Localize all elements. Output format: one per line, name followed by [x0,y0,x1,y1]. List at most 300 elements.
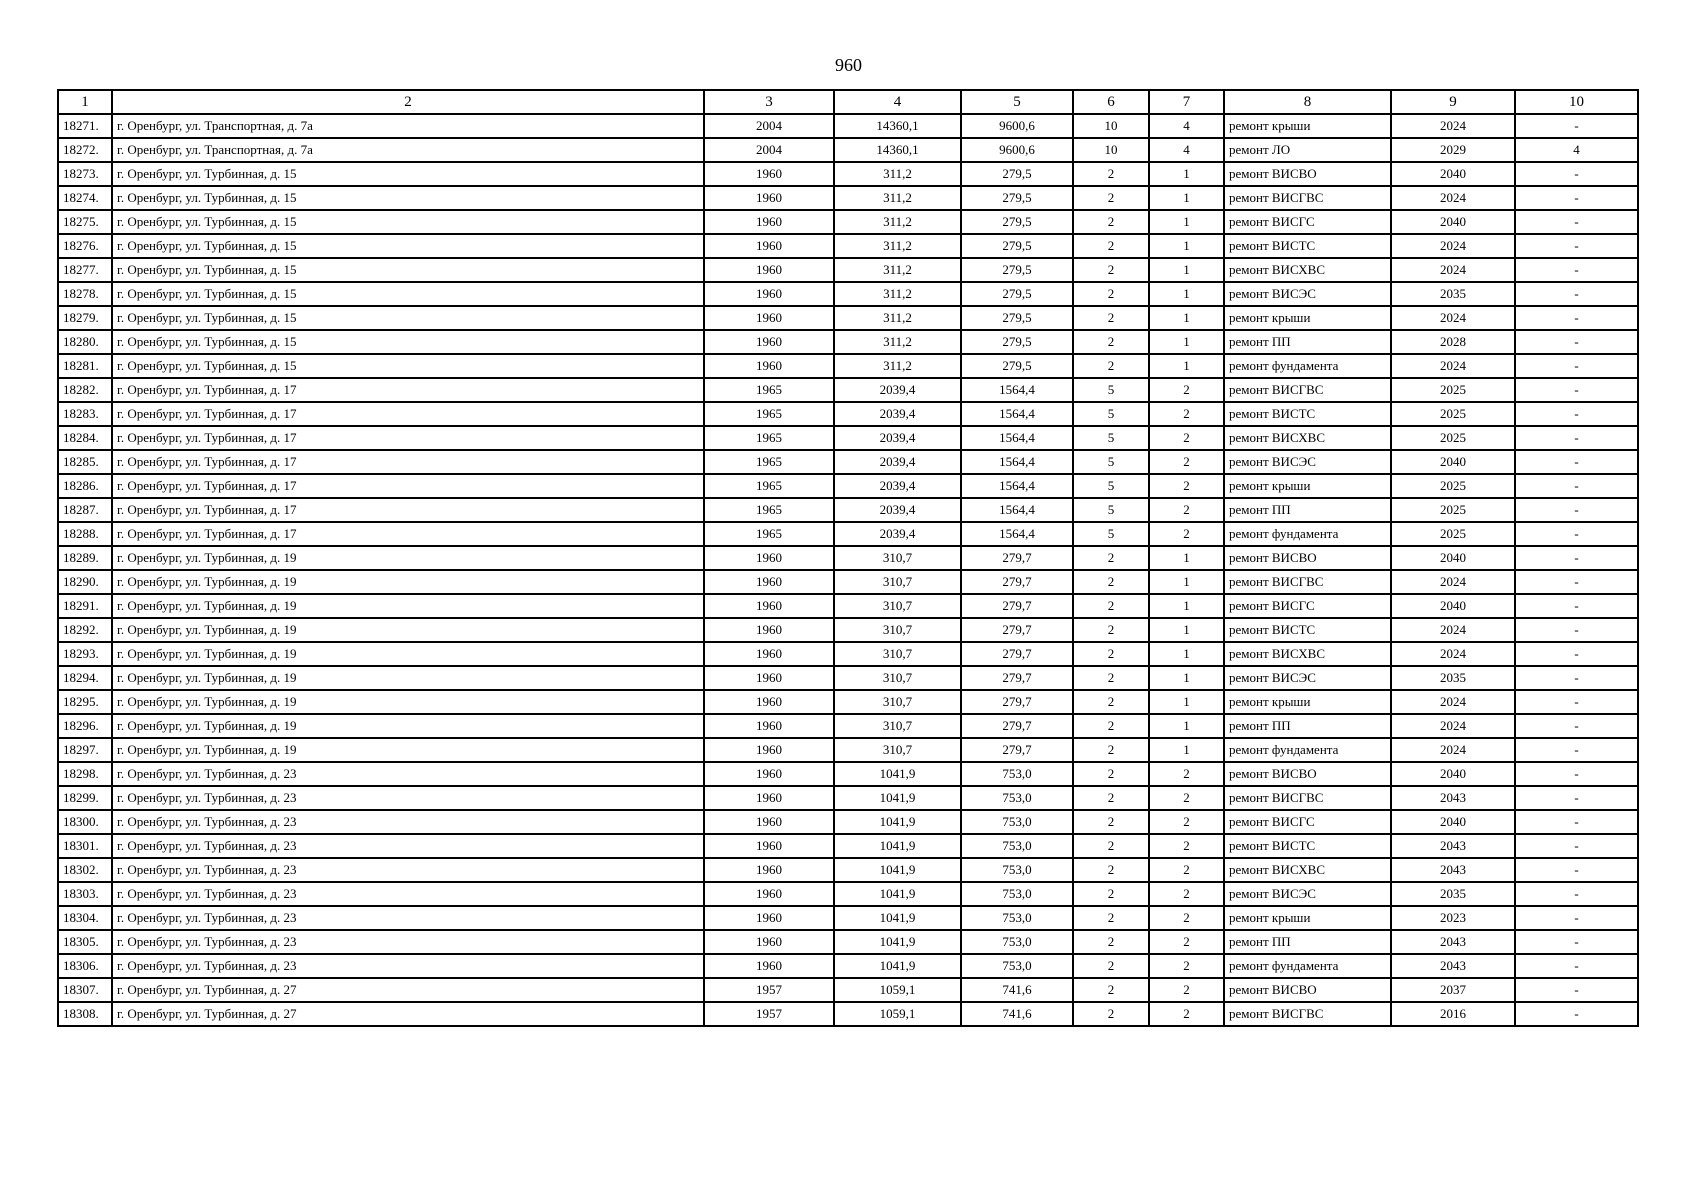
work-type-cell: ремонт ВИСГВС [1224,570,1391,594]
address-cell: г. Оренбург, ул. Турбинная, д. 23 [112,786,704,810]
living-area-cell: 279,5 [961,186,1073,210]
note-cell: - [1515,354,1638,378]
work-type-cell: ремонт ВИСВО [1224,162,1391,186]
row-number-cell: 18277. [58,258,112,282]
floors-cell: 2 [1073,186,1149,210]
table-row [58,570,1638,594]
row-number-cell: 18302. [58,858,112,882]
floors-cell: 2 [1073,954,1149,978]
total-area-cell: 310,7 [834,546,961,570]
entrances-cell: 4 [1149,138,1224,162]
total-area-cell: 14360,1 [834,138,961,162]
entrances-cell: 2 [1149,978,1224,1002]
note-cell: - [1515,282,1638,306]
note-cell: - [1515,330,1638,354]
note-cell: - [1515,882,1638,906]
living-area-cell: 1564,4 [961,378,1073,402]
build-year-cell: 1960 [704,306,834,330]
living-area-cell: 279,7 [961,594,1073,618]
note-cell: - [1515,474,1638,498]
build-year-cell: 1960 [704,882,834,906]
entrances-cell: 4 [1149,114,1224,138]
address-cell: г. Оренбург, ул. Турбинная, д. 15 [112,234,704,258]
work-type-cell: ремонт ВИСТС [1224,834,1391,858]
floors-cell: 2 [1073,906,1149,930]
planned-year-cell: 2043 [1391,786,1515,810]
address-cell: г. Оренбург, ул. Турбинная, д. 19 [112,594,704,618]
table-row [58,138,1638,162]
planned-year-cell: 2040 [1391,546,1515,570]
living-area-cell: 753,0 [961,858,1073,882]
living-area-cell: 279,5 [961,282,1073,306]
row-number-cell: 18292. [58,618,112,642]
entrances-cell: 2 [1149,906,1224,930]
living-area-cell: 279,7 [961,666,1073,690]
planned-year-cell: 2024 [1391,114,1515,138]
total-area-cell: 310,7 [834,738,961,762]
total-area-cell: 1041,9 [834,810,961,834]
planned-year-cell: 2025 [1391,474,1515,498]
address-cell: г. Оренбург, ул. Турбинная, д. 23 [112,810,704,834]
floors-cell: 2 [1073,834,1149,858]
column-header: 9 [1391,90,1515,114]
planned-year-cell: 2040 [1391,762,1515,786]
entrances-cell: 1 [1149,642,1224,666]
work-type-cell: ремонт ВИСТС [1224,402,1391,426]
note-cell: - [1515,834,1638,858]
total-area-cell: 310,7 [834,618,961,642]
total-area-cell: 1041,9 [834,762,961,786]
total-area-cell: 310,7 [834,642,961,666]
planned-year-cell: 2024 [1391,738,1515,762]
address-cell: г. Оренбург, ул. Турбинная, д. 23 [112,762,704,786]
row-number-cell: 18284. [58,426,112,450]
floors-cell: 2 [1073,762,1149,786]
living-area-cell: 753,0 [961,762,1073,786]
table-row [58,738,1638,762]
planned-year-cell: 2040 [1391,810,1515,834]
floors-cell: 5 [1073,378,1149,402]
column-header: 1 [58,90,112,114]
entrances-cell: 1 [1149,354,1224,378]
work-type-cell: ремонт ВИСГВС [1224,186,1391,210]
note-cell: - [1515,930,1638,954]
work-type-cell: ремонт ВИСГС [1224,210,1391,234]
entrances-cell: 1 [1149,282,1224,306]
note-cell: - [1515,906,1638,930]
entrances-cell: 1 [1149,546,1224,570]
living-area-cell: 279,7 [961,690,1073,714]
work-type-cell: ремонт ВИСГС [1224,810,1391,834]
entrances-cell: 2 [1149,954,1224,978]
living-area-cell: 753,0 [961,930,1073,954]
planned-year-cell: 2025 [1391,522,1515,546]
entrances-cell: 1 [1149,306,1224,330]
planned-year-cell: 2035 [1391,882,1515,906]
total-area-cell: 1059,1 [834,1002,961,1026]
floors-cell: 5 [1073,426,1149,450]
total-area-cell: 2039,4 [834,426,961,450]
work-type-cell: ремонт фундамента [1224,954,1391,978]
entrances-cell: 2 [1149,858,1224,882]
table-row [58,498,1638,522]
living-area-cell: 753,0 [961,954,1073,978]
work-type-cell: ремонт ВИСХВС [1224,858,1391,882]
planned-year-cell: 2024 [1391,234,1515,258]
header-row [58,90,1638,114]
floors-cell: 2 [1073,354,1149,378]
entrances-cell: 1 [1149,570,1224,594]
build-year-cell: 1960 [704,906,834,930]
living-area-cell: 279,5 [961,306,1073,330]
table-row [58,858,1638,882]
planned-year-cell: 2024 [1391,618,1515,642]
build-year-cell: 1960 [704,690,834,714]
planned-year-cell: 2023 [1391,906,1515,930]
build-year-cell: 1960 [704,954,834,978]
entrances-cell: 2 [1149,882,1224,906]
work-type-cell: ремонт крыши [1224,114,1391,138]
build-year-cell: 1965 [704,426,834,450]
note-cell: - [1515,426,1638,450]
address-cell: г. Оренбург, ул. Турбинная, д. 17 [112,426,704,450]
row-number-cell: 18287. [58,498,112,522]
build-year-cell: 2004 [704,138,834,162]
floors-cell: 5 [1073,522,1149,546]
note-cell: - [1515,594,1638,618]
total-area-cell: 311,2 [834,330,961,354]
living-area-cell: 753,0 [961,810,1073,834]
address-cell: г. Оренбург, ул. Турбинная, д. 17 [112,402,704,426]
floors-cell: 2 [1073,282,1149,306]
build-year-cell: 1960 [704,258,834,282]
total-area-cell: 311,2 [834,186,961,210]
build-year-cell: 1960 [704,330,834,354]
table-row [58,162,1638,186]
total-area-cell: 310,7 [834,570,961,594]
table-row [58,354,1638,378]
total-area-cell: 1041,9 [834,786,961,810]
planned-year-cell: 2043 [1391,930,1515,954]
note-cell: - [1515,522,1638,546]
planned-year-cell: 2043 [1391,858,1515,882]
table-row [58,906,1638,930]
table-row [58,834,1638,858]
floors-cell: 2 [1073,786,1149,810]
floors-cell: 2 [1073,330,1149,354]
work-type-cell: ремонт ВИСВО [1224,546,1391,570]
note-cell: - [1515,978,1638,1002]
living-area-cell: 741,6 [961,978,1073,1002]
row-number-cell: 18275. [58,210,112,234]
floors-cell: 2 [1073,666,1149,690]
address-cell: г. Оренбург, ул. Турбинная, д. 19 [112,546,704,570]
build-year-cell: 1960 [704,594,834,618]
address-cell: г. Оренбург, ул. Турбинная, д. 15 [112,186,704,210]
planned-year-cell: 2040 [1391,162,1515,186]
row-number-cell: 18304. [58,906,112,930]
floors-cell: 2 [1073,714,1149,738]
note-cell: - [1515,114,1638,138]
row-number-cell: 18293. [58,642,112,666]
address-cell: г. Оренбург, ул. Турбинная, д. 17 [112,378,704,402]
work-type-cell: ремонт ВИСТС [1224,618,1391,642]
build-year-cell: 1965 [704,498,834,522]
living-area-cell: 1564,4 [961,474,1073,498]
entrances-cell: 1 [1149,330,1224,354]
living-area-cell: 1564,4 [961,450,1073,474]
row-number-cell: 18273. [58,162,112,186]
table-row [58,930,1638,954]
build-year-cell: 1960 [704,618,834,642]
planned-year-cell: 2016 [1391,1002,1515,1026]
floors-cell: 2 [1073,306,1149,330]
total-area-cell: 311,2 [834,210,961,234]
living-area-cell: 753,0 [961,834,1073,858]
note-cell: - [1515,306,1638,330]
total-area-cell: 311,2 [834,258,961,282]
planned-year-cell: 2025 [1391,402,1515,426]
build-year-cell: 1960 [704,186,834,210]
work-type-cell: ремонт ПП [1224,498,1391,522]
work-type-cell: ремонт ВИСЭС [1224,282,1391,306]
table-row [58,690,1638,714]
floors-cell: 2 [1073,570,1149,594]
work-type-cell: ремонт ВИСЭС [1224,450,1391,474]
row-number-cell: 18305. [58,930,112,954]
living-area-cell: 279,7 [961,738,1073,762]
build-year-cell: 1960 [704,354,834,378]
work-type-cell: ремонт фундамента [1224,738,1391,762]
planned-year-cell: 2024 [1391,306,1515,330]
total-area-cell: 1059,1 [834,978,961,1002]
build-year-cell: 1965 [704,450,834,474]
column-header: 5 [961,90,1073,114]
floors-cell: 2 [1073,978,1149,1002]
row-number-cell: 18295. [58,690,112,714]
note-cell: - [1515,570,1638,594]
total-area-cell: 1041,9 [834,930,961,954]
work-type-cell: ремонт крыши [1224,306,1391,330]
total-area-cell: 1041,9 [834,906,961,930]
work-type-cell: ремонт ВИСХВС [1224,426,1391,450]
planned-year-cell: 2040 [1391,450,1515,474]
build-year-cell: 1960 [704,282,834,306]
floors-cell: 5 [1073,474,1149,498]
living-area-cell: 1564,4 [961,498,1073,522]
table-row [58,762,1638,786]
planned-year-cell: 2043 [1391,954,1515,978]
build-year-cell: 2004 [704,114,834,138]
table-row [58,618,1638,642]
living-area-cell: 9600,6 [961,114,1073,138]
row-number-cell: 18283. [58,402,112,426]
entrances-cell: 1 [1149,618,1224,642]
table-row [58,594,1638,618]
work-type-cell: ремонт ВИСВО [1224,978,1391,1002]
total-area-cell: 311,2 [834,306,961,330]
entrances-cell: 1 [1149,594,1224,618]
total-area-cell: 2039,4 [834,378,961,402]
build-year-cell: 1965 [704,402,834,426]
work-type-cell: ремонт ВИСХВС [1224,642,1391,666]
living-area-cell: 1564,4 [961,426,1073,450]
row-number-cell: 18289. [58,546,112,570]
living-area-cell: 279,7 [961,546,1073,570]
floors-cell: 2 [1073,162,1149,186]
address-cell: г. Оренбург, ул. Турбинная, д. 19 [112,738,704,762]
column-header: 3 [704,90,834,114]
table-row [58,954,1638,978]
table-row [58,1002,1638,1026]
note-cell: - [1515,738,1638,762]
repair-schedule-table [57,89,1639,1027]
note-cell: - [1515,666,1638,690]
total-area-cell: 311,2 [834,354,961,378]
work-type-cell: ремонт ПП [1224,330,1391,354]
build-year-cell: 1960 [704,834,834,858]
note-cell: - [1515,954,1638,978]
living-area-cell: 279,5 [961,162,1073,186]
row-number-cell: 18290. [58,570,112,594]
table-row [58,546,1638,570]
build-year-cell: 1960 [704,546,834,570]
address-cell: г. Оренбург, ул. Турбинная, д. 19 [112,642,704,666]
address-cell: г. Оренбург, ул. Турбинная, д. 15 [112,162,704,186]
work-type-cell: ремонт ПП [1224,930,1391,954]
floors-cell: 2 [1073,210,1149,234]
table-row [58,978,1638,1002]
planned-year-cell: 2025 [1391,378,1515,402]
table-row [58,210,1638,234]
floors-cell: 2 [1073,258,1149,282]
living-area-cell: 753,0 [961,882,1073,906]
note-cell: - [1515,690,1638,714]
table-row [58,642,1638,666]
entrances-cell: 2 [1149,930,1224,954]
build-year-cell: 1960 [704,570,834,594]
address-cell: г. Оренбург, ул. Турбинная, д. 23 [112,906,704,930]
note-cell: - [1515,498,1638,522]
row-number-cell: 18306. [58,954,112,978]
row-number-cell: 18294. [58,666,112,690]
planned-year-cell: 2028 [1391,330,1515,354]
row-number-cell: 18291. [58,594,112,618]
note-cell: - [1515,378,1638,402]
living-area-cell: 1564,4 [961,522,1073,546]
build-year-cell: 1965 [704,474,834,498]
build-year-cell: 1957 [704,1002,834,1026]
note-cell: - [1515,258,1638,282]
address-cell: г. Оренбург, ул. Турбинная, д. 19 [112,570,704,594]
row-number-cell: 18300. [58,810,112,834]
work-type-cell: ремонт крыши [1224,690,1391,714]
work-type-cell: ремонт ПП [1224,714,1391,738]
row-number-cell: 18288. [58,522,112,546]
planned-year-cell: 2024 [1391,714,1515,738]
row-number-cell: 18281. [58,354,112,378]
address-cell: г. Оренбург, ул. Турбинная, д. 23 [112,930,704,954]
table-row [58,666,1638,690]
address-cell: г. Оренбург, ул. Турбинная, д. 23 [112,882,704,906]
address-cell: г. Оренбург, ул. Турбинная, д. 17 [112,498,704,522]
note-cell: - [1515,618,1638,642]
build-year-cell: 1957 [704,978,834,1002]
row-number-cell: 18307. [58,978,112,1002]
build-year-cell: 1960 [704,714,834,738]
note-cell: - [1515,858,1638,882]
address-cell: г. Оренбург, ул. Турбинная, д. 15 [112,210,704,234]
planned-year-cell: 2025 [1391,498,1515,522]
floors-cell: 5 [1073,450,1149,474]
table-row [58,810,1638,834]
entrances-cell: 2 [1149,402,1224,426]
note-cell: - [1515,546,1638,570]
address-cell: г. Оренбург, ул. Турбинная, д. 15 [112,330,704,354]
address-cell: г. Оренбург, ул. Турбинная, д. 19 [112,618,704,642]
living-area-cell: 753,0 [961,786,1073,810]
living-area-cell: 1564,4 [961,402,1073,426]
living-area-cell: 279,7 [961,714,1073,738]
planned-year-cell: 2043 [1391,834,1515,858]
address-cell: г. Оренбург, ул. Турбинная, д. 19 [112,690,704,714]
column-header: 10 [1515,90,1638,114]
address-cell: г. Оренбург, ул. Турбинная, д. 27 [112,978,704,1002]
living-area-cell: 9600,6 [961,138,1073,162]
planned-year-cell: 2024 [1391,570,1515,594]
living-area-cell: 279,5 [961,330,1073,354]
planned-year-cell: 2040 [1391,210,1515,234]
row-number-cell: 18308. [58,1002,112,1026]
floors-cell: 2 [1073,690,1149,714]
living-area-cell: 753,0 [961,906,1073,930]
planned-year-cell: 2037 [1391,978,1515,1002]
floors-cell: 2 [1073,642,1149,666]
work-type-cell: ремонт ВИСГВС [1224,786,1391,810]
address-cell: г. Оренбург, ул. Турбинная, д. 15 [112,354,704,378]
note-cell: - [1515,402,1638,426]
floors-cell: 2 [1073,546,1149,570]
row-number-cell: 18296. [58,714,112,738]
address-cell: г. Оренбург, ул. Турбинная, д. 23 [112,954,704,978]
note-cell: - [1515,762,1638,786]
total-area-cell: 2039,4 [834,450,961,474]
row-number-cell: 18297. [58,738,112,762]
note-cell: - [1515,642,1638,666]
entrances-cell: 2 [1149,498,1224,522]
row-number-cell: 18298. [58,762,112,786]
column-header: 6 [1073,90,1149,114]
floors-cell: 2 [1073,1002,1149,1026]
work-type-cell: ремонт ВИСХВС [1224,258,1391,282]
entrances-cell: 1 [1149,186,1224,210]
living-area-cell: 279,7 [961,570,1073,594]
entrances-cell: 2 [1149,426,1224,450]
total-area-cell: 311,2 [834,162,961,186]
row-number-cell: 18286. [58,474,112,498]
work-type-cell: ремонт ЛО [1224,138,1391,162]
work-type-cell: ремонт крыши [1224,474,1391,498]
table-row [58,234,1638,258]
address-cell: г. Оренбург, ул. Турбинная, д. 17 [112,450,704,474]
total-area-cell: 1041,9 [834,882,961,906]
work-type-cell: ремонт ВИСТС [1224,234,1391,258]
work-type-cell: ремонт ВИСЭС [1224,882,1391,906]
entrances-cell: 2 [1149,762,1224,786]
floors-cell: 2 [1073,234,1149,258]
note-cell: - [1515,186,1638,210]
row-number-cell: 18276. [58,234,112,258]
